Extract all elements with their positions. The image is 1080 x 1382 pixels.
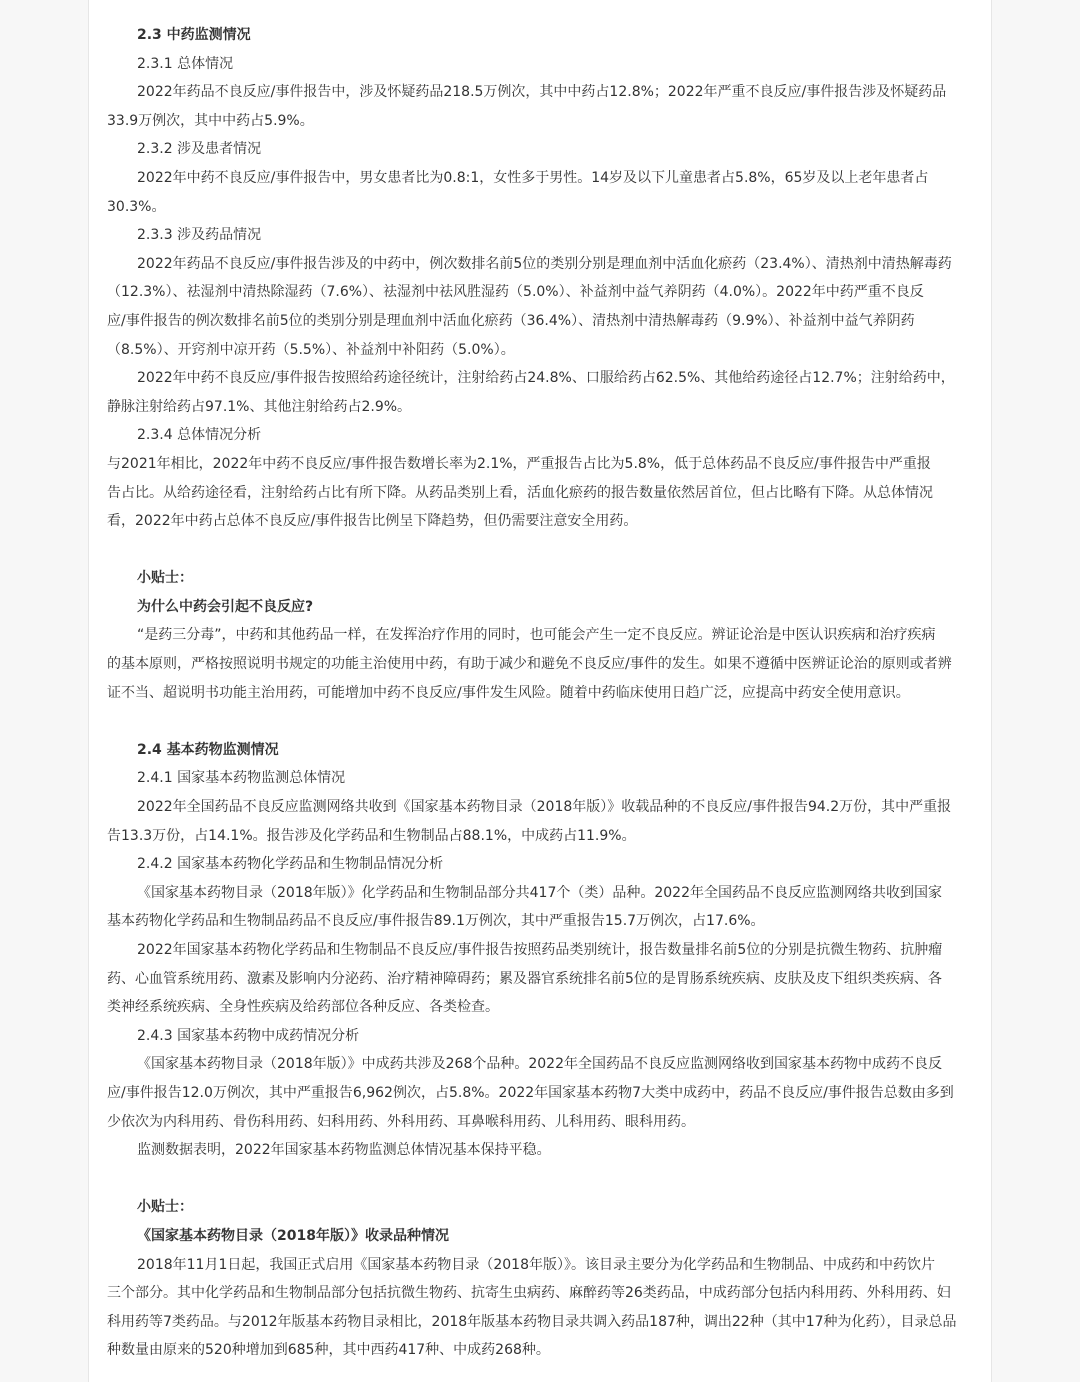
paragraph-2-3-2 <box>107 164 973 221</box>
subheading-2-3-3: 2.3.3 涉及药品情况 <box>137 227 262 244</box>
paragraph-2-4-1 <box>107 793 973 850</box>
paragraph-line: 证不当、超说明书功能主治用药，可能增加中药不良反应/事件发生风险。随着中药临床使用日趋广泛，应提高中药安全使用意识。 <box>107 684 910 701</box>
paragraph-line: 的基本原则，严格按照说明书规定的功能主治使用中药，有助于减少和避免不良反应/事件的发生。如果不遵循中医辨证论治的原则或者辨 <box>107 656 952 673</box>
spacer <box>107 707 973 736</box>
paragraph-line: 2022年全国药品不良反应监测网络共收到《国家基本药物目录（2018年版）》收载品种的不良反应/事件报告94.2万份，其中严重报 <box>137 799 952 816</box>
paragraph-line: 告13.3万份，占14.1%。报告涉及化学药品和生物制品占88.1%，中成药占11.9%。 <box>107 827 636 844</box>
paragraph-line: 2022年国家基本药物化学药品和生物制品不良反应/事件报告按照药品类别统计，报告数量排名前5位的分别是抗微生物药、抗肿瘤 <box>137 942 943 958</box>
paragraph-line: 《国家基本药物目录（2018年版）》化学药品和生物制品部分共417个（类）品种。2022年全国药品不良反应监测网络共收到国家 <box>137 884 942 901</box>
paragraph-2-3-1 <box>107 78 973 135</box>
paragraph-2-4-conclusion: 监测数据表明，2022年国家基本药物监测总体情况基本保持平稳。 <box>137 1142 551 1159</box>
paragraph-line: 类神经系统疾病、全身性疾病及给药部位各种反应、各类检查。 <box>107 999 499 1016</box>
spacer <box>107 1165 973 1194</box>
tip-title: 《国家基本药物目录（2018年版）》收录品种情况 <box>137 1227 449 1244</box>
tip-label: 小贴士： <box>137 1199 193 1216</box>
subheading-2-3-4: 2.3.4 总体情况分析 <box>137 427 262 444</box>
section-heading-2-3: 2.3 中药监测情况 <box>137 27 251 43</box>
article-content <box>107 21 973 1365</box>
paragraph-2-3-3b <box>107 364 973 421</box>
paragraph-line: 30.3%。 <box>107 198 166 215</box>
paragraph-line: 三个部分。其中化学药品和生物制品部分包括抗微生物药、抗寄生虫病药、麻醉药等26类药品，中成药部分包括内科用药、外科用药、妇 <box>107 1285 951 1302</box>
paragraph-line: （8.5%）、开窍剂中凉开药（5.5%）、补益剂中补阳药（5.0%）。 <box>107 341 515 358</box>
subheading-2-4-2: 2.4.2 国家基本药物化学药品和生物制品情况分析 <box>137 856 444 873</box>
spacer <box>107 536 973 565</box>
paragraph-line: 2022年药品不良反应/事件报告中，涉及怀疑药品218.5万例次，其中中药占12.8%；2022年严重不良反应/事件报告涉及怀疑药品 <box>137 84 947 101</box>
paragraph-2-4-2a <box>107 879 973 936</box>
paragraph-line: 2022年药品不良反应/事件报告涉及的中药中，例次数排名前5位的类别分别是理血剂中活血化瘀药（23.4%）、清热剂中清热解毒药 <box>137 255 952 272</box>
paragraph-2-3-3a <box>107 250 973 364</box>
paragraph-2-3-4 <box>107 450 973 536</box>
section-heading-2-4: 2.4 基本药物监测情况 <box>137 741 279 758</box>
paragraph-line: 2018年11月1日起，我国正式启用《国家基本药物目录（2018年版）》。该目录主要分为化学药品和生物制品、中成药和中药饮片 <box>137 1256 935 1273</box>
paragraph-line: 与2021年相比，2022年中药不良反应/事件报告数增长率为2.1%，严重报告占比为5.8%，低于总体药品不良反应/事件报告中严重报 <box>107 455 931 472</box>
subheading-2-3-2: 2.3.2 涉及患者情况 <box>137 141 262 158</box>
paragraph-line: “是药三分毒”，中药和其他药品一样，在发挥治疗作用的同时，也可能会产生一定不良反应。辨证论治是中医认识疾病和治疗疾病 <box>137 627 936 644</box>
paragraph-line: 2022年中药不良反应/事件报告按照给药途径统计，注射给药占24.8%、口服给药占62.5%、其他给药途径占12.7%；注射给药中， <box>137 370 955 387</box>
subheading-2-4-1: 2.4.1 国家基本药物监测总体情况 <box>137 770 346 787</box>
paragraph-2-4-2b <box>107 936 973 1022</box>
paragraph-line: 应/事件报告12.0万例次，其中严重报告6,962例次，占5.8%。2022年国家基本药物7大类中成药中，药品不良反应/事件报告总数由多到 <box>107 1084 954 1101</box>
paragraph-line: 药、心血管系统用药、激素及影响内分泌药、治疗精神障碍药；累及器官系统排名前5位的是胃肠系统疾病、皮肤及皮下组织类疾病、各 <box>107 970 942 987</box>
tip-label: 小贴士： <box>137 570 193 587</box>
subheading-2-3-1: 2.3.1 总体情况 <box>137 55 234 72</box>
tip-title: 为什么中药会引起不良反应? <box>137 598 314 615</box>
paragraph-line: 种数量由原来的520种增加到685种，其中西药417种、中成药268种。 <box>107 1342 550 1359</box>
paragraph-line: 2022年中药不良反应/事件报告中，男女患者比为0.8:1，女性多于男性。14岁及以下儿童患者占5.8%，65岁及以上老年患者占 <box>137 169 929 186</box>
paragraph-line: 看，2022年中药占总体不良反应/事件报告比例呈下降趋势，但仍需要注意安全用药。 <box>107 513 638 530</box>
paragraph-2-4-3 <box>107 1050 973 1136</box>
paragraph-line: 应/事件报告的例次数排名前5位的类别分别是理血剂中活血化瘀药（36.4%）、清热剂中清热解毒药（9.9%）、补益剂中益气养阴药 <box>107 312 915 329</box>
tip-body <box>107 1251 973 1365</box>
paragraph-line: 33.9万例次，其中中药占5.9%。 <box>107 112 314 129</box>
tip-body <box>107 621 973 707</box>
paragraph-line: 少依次为内科用药、骨伤科用药、妇科用药、外科用药、耳鼻喉科用药、儿科用药、眼科用药。 <box>107 1113 695 1130</box>
paragraph-line: 静脉注射给药占97.1%、其他注射给药占2.9%。 <box>107 398 412 415</box>
paragraph-line: 基本药物化学药品和生物制品药品不良反应/事件报告89.1万例次，其中严重报告15.7万例次，占17.6%。 <box>107 913 765 930</box>
article-page <box>88 0 992 1382</box>
subheading-2-4-3: 2.4.3 国家基本药物中成药情况分析 <box>137 1027 360 1044</box>
paragraph-line: 告占比。从给药途径看，注射给药占比有所下降。从药品类别上看，活血化瘀药的报告数量依然居首位，但占比略有下降。从总体情况 <box>107 484 933 501</box>
paragraph-line: 《国家基本药物目录（2018年版）》中成药共涉及268个品种。2022年全国药品不良反应监测网络收到国家基本药物中成药不良反 <box>137 1056 942 1073</box>
paragraph-line: （12.3%）、祛湿剂中清热除湿药（7.6%）、祛湿剂中祛风胜湿药（5.0%）、补益剂中益气养阴药（4.0%）。2022年中药严重不良反 <box>107 284 924 301</box>
paragraph-line: 科用药等7类药品。与2012年版基本药物目录相比，2018年版基本药物目录共调入药品187种，调出22种（其中17种为化药），目录总品 <box>107 1313 957 1330</box>
